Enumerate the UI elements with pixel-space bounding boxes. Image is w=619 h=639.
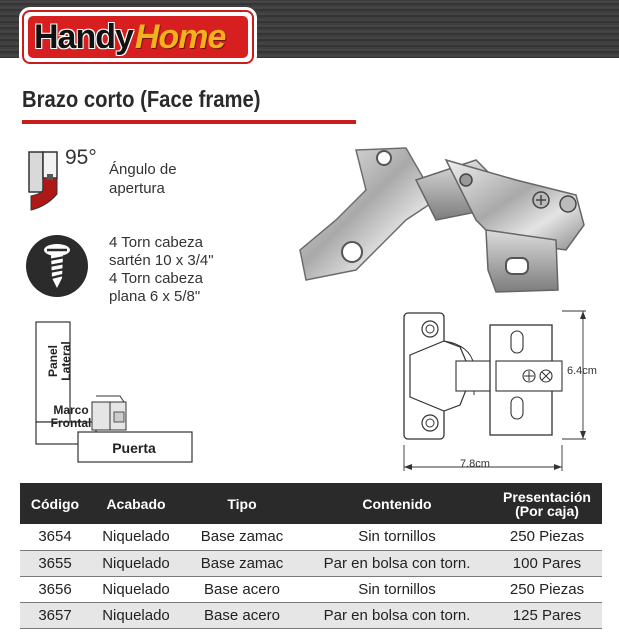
title-underline bbox=[22, 120, 356, 124]
cell-tipo: Base zamac bbox=[182, 550, 302, 576]
angle-label-line2: apertura bbox=[109, 180, 165, 197]
brand-name-part1: Handy bbox=[34, 17, 133, 56]
label-face-frame-line1: Marco bbox=[53, 403, 89, 417]
angle-label-line1: Ángulo de bbox=[109, 161, 177, 178]
table-row bbox=[20, 524, 602, 550]
cell-tipo: Base acero bbox=[182, 576, 302, 602]
cell-presentacion: 250 Piezas bbox=[492, 524, 602, 550]
label-face-frame bbox=[46, 404, 96, 430]
table-row bbox=[20, 602, 602, 628]
col-header-acabado: Acabado bbox=[90, 483, 182, 524]
cell-acabado: Niquelado bbox=[90, 576, 182, 602]
cell-contenido: Par en bolsa con torn. bbox=[302, 602, 492, 628]
cell-contenido: Sin tornillos bbox=[302, 524, 492, 550]
cell-presentacion: 250 Piezas bbox=[492, 576, 602, 602]
technical-drawing bbox=[390, 305, 610, 475]
cell-contenido: Sin tornillos bbox=[302, 576, 492, 602]
dimension-width: 7.8cm bbox=[460, 458, 490, 470]
table-row bbox=[20, 576, 602, 602]
cell-tipo: Base acero bbox=[182, 602, 302, 628]
cell-contenido: Par en bolsa con torn. bbox=[302, 550, 492, 576]
angle-value: 95° bbox=[65, 146, 97, 169]
screws-line4: plana 6 x 5/8" bbox=[109, 288, 201, 305]
cell-acabado: Niquelado bbox=[90, 550, 182, 576]
cell-codigo: 3657 bbox=[20, 602, 90, 628]
table-header-row bbox=[20, 483, 602, 524]
col-header-presentacion-line2: (Por caja) bbox=[515, 502, 579, 519]
cell-presentacion: 100 Pares bbox=[492, 550, 602, 576]
product-spec-table bbox=[20, 483, 602, 629]
screws-line2: sartén 10 x 3/4" bbox=[109, 252, 214, 269]
screws-line3: 4 Torn cabeza bbox=[109, 270, 203, 287]
col-header-codigo: Código bbox=[20, 483, 90, 524]
brand-logo bbox=[22, 10, 254, 64]
page-title: Brazo corto (Face frame) bbox=[22, 86, 261, 112]
cell-codigo: 3655 bbox=[20, 550, 90, 576]
screw-icon bbox=[25, 234, 89, 298]
table-row bbox=[20, 550, 602, 576]
cell-tipo: Base zamac bbox=[182, 524, 302, 550]
screws-line1: 4 Torn cabeza bbox=[109, 234, 203, 251]
brand-name-part2: Home bbox=[134, 17, 226, 56]
cell-acabado: Niquelado bbox=[90, 524, 182, 550]
dimension-height: 6.4cm bbox=[567, 365, 597, 377]
label-face-frame-line2: Frontal bbox=[50, 416, 92, 430]
cell-presentacion: 125 Pares bbox=[492, 602, 602, 628]
opening-angle-icon bbox=[27, 150, 61, 214]
col-header-contenido: Contenido bbox=[302, 483, 492, 524]
cell-acabado: Niquelado bbox=[90, 602, 182, 628]
cell-codigo: 3656 bbox=[20, 576, 90, 602]
screws-description bbox=[109, 234, 214, 306]
label-side-panel: Panel Lateral bbox=[46, 341, 73, 381]
cell-codigo: 3654 bbox=[20, 524, 90, 550]
hinge-product-photo bbox=[296, 140, 592, 300]
label-door: Puerta bbox=[112, 440, 156, 456]
col-header-presentacion bbox=[492, 483, 602, 524]
angle-label bbox=[109, 160, 177, 198]
col-header-tipo: Tipo bbox=[182, 483, 302, 524]
col-header-presentacion-line1: Presentación bbox=[503, 488, 591, 505]
